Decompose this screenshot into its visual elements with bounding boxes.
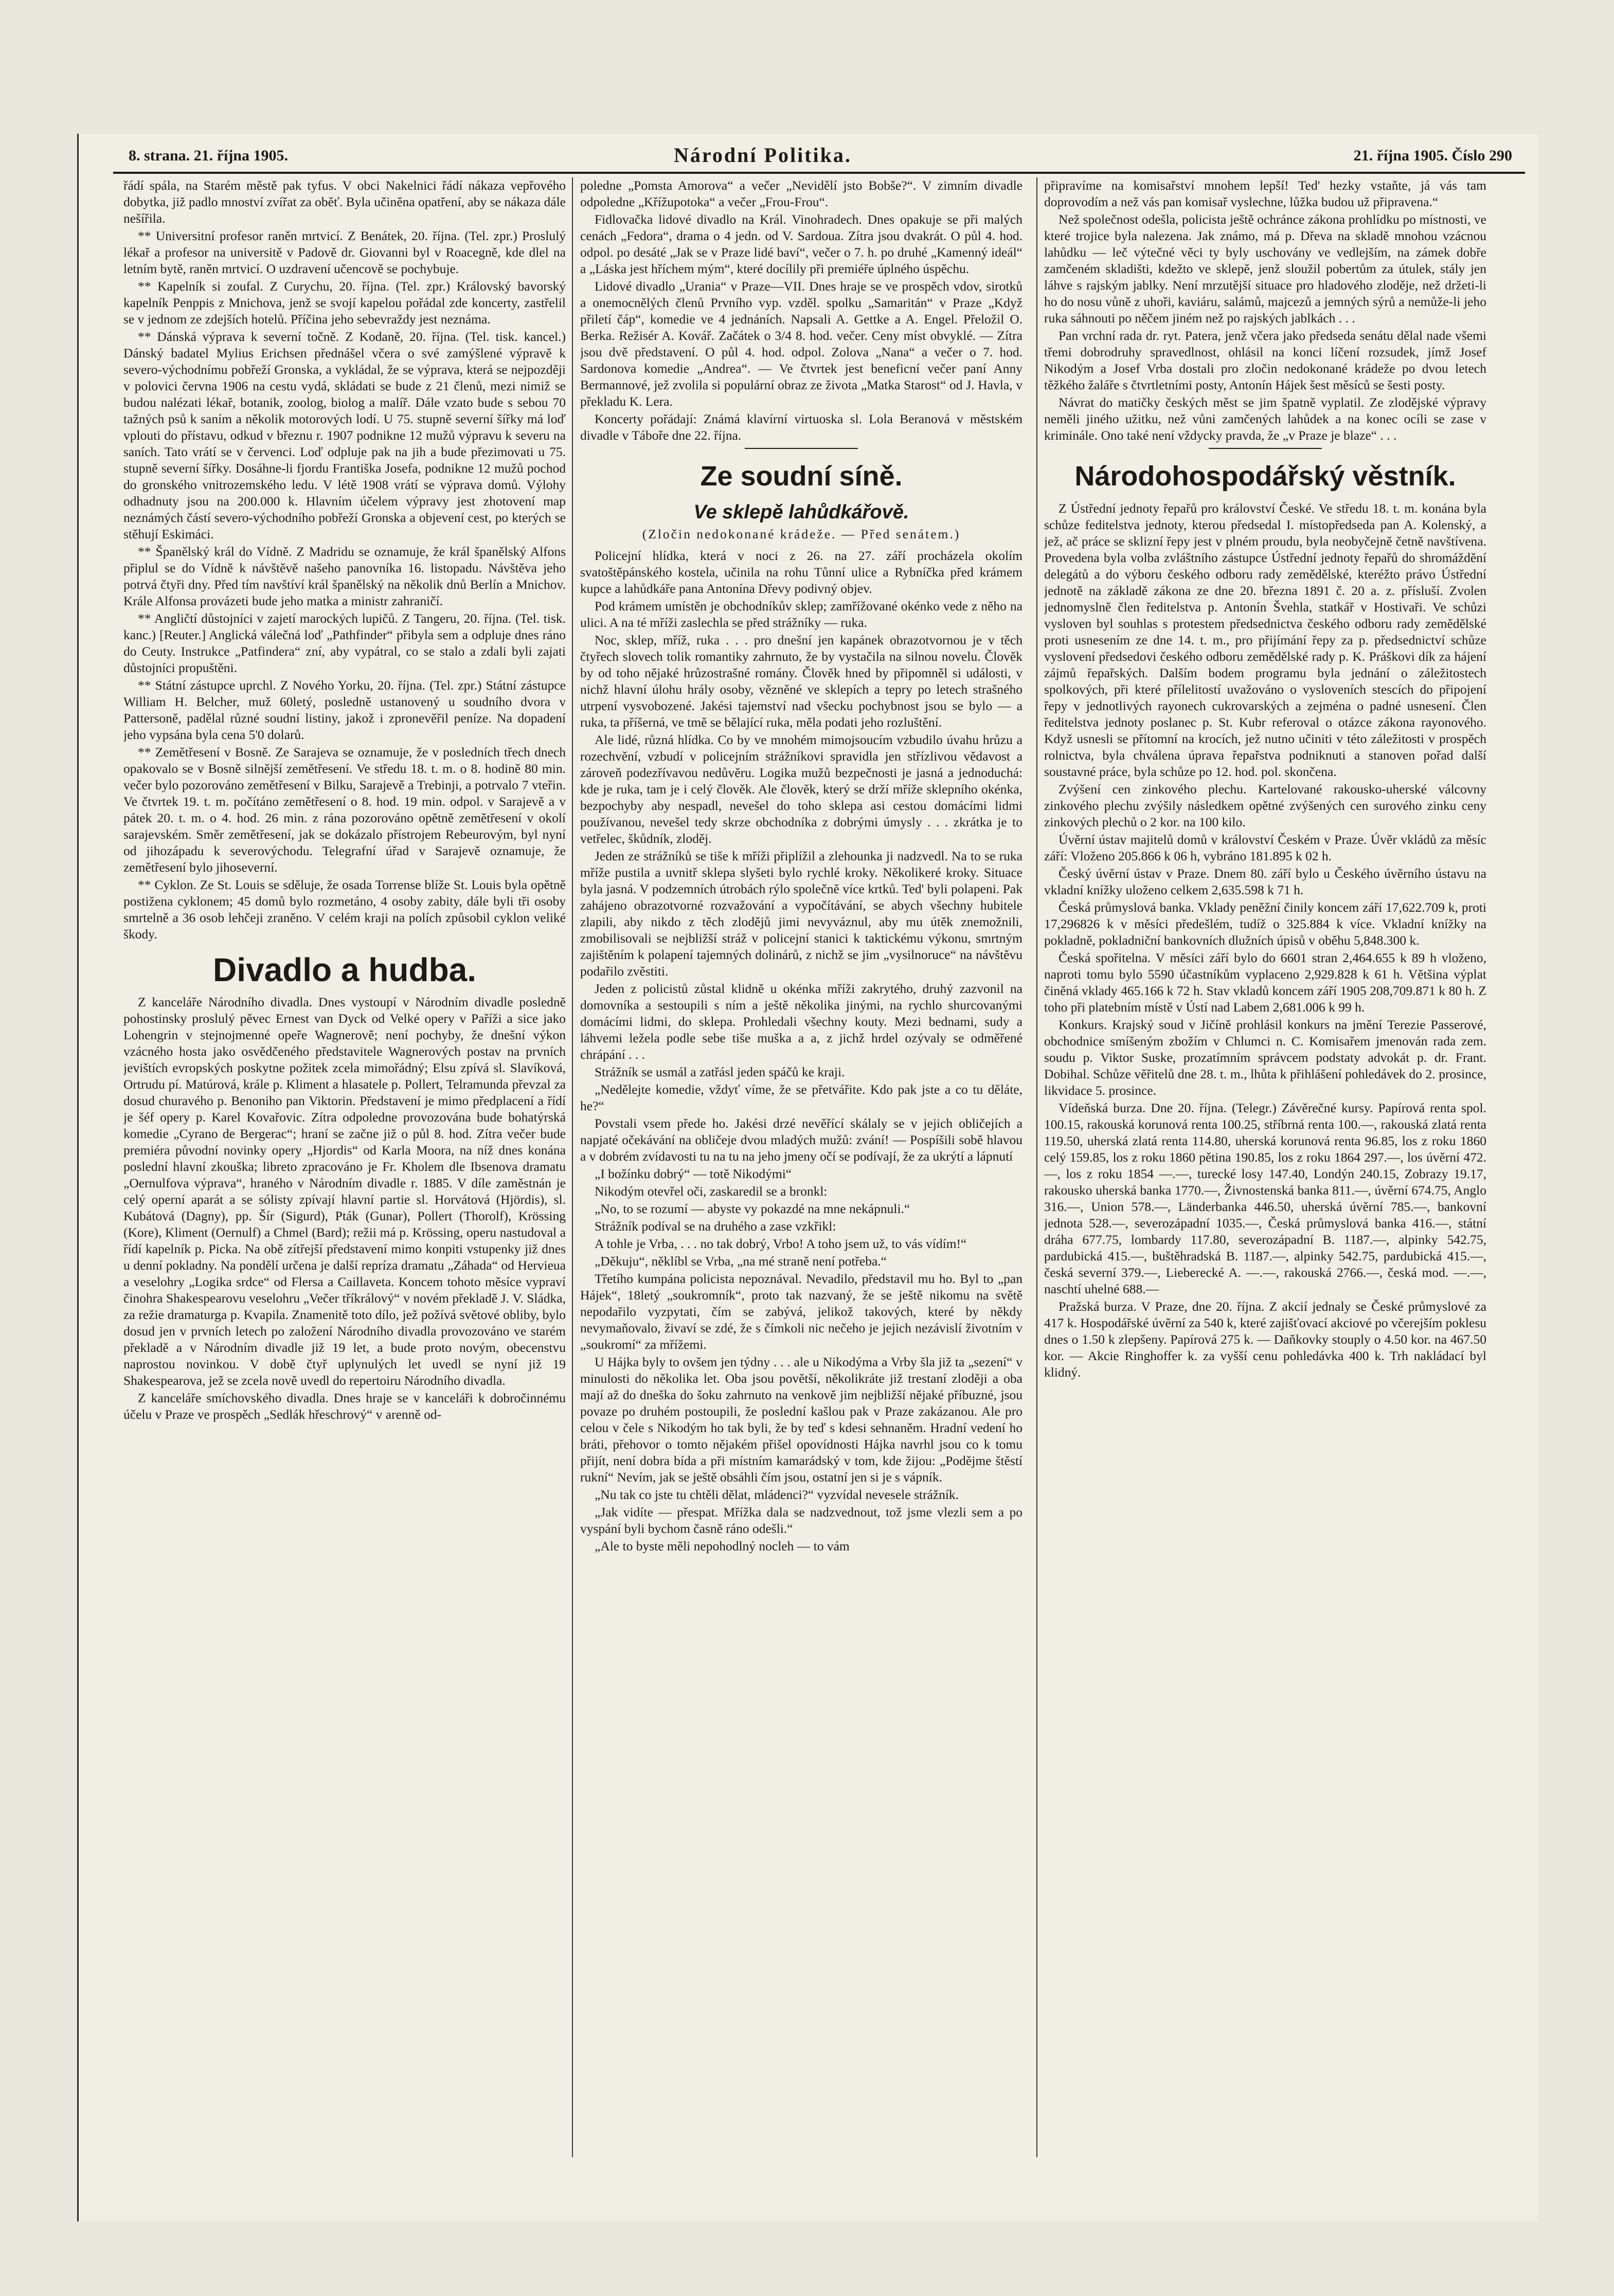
- article-paragraph: A tohle je Vrba, . . . no tak dobrý, Vrbo! A toho jsem už, to vás vídím!“: [595, 1236, 967, 1251]
- article-paragraph: Policejní hlídka, která v noci z 26. na 27. září procházela okolím svatoštěpánského kostela, učinila na rohu Tůnní ulice a Rybníčka před krámem kupce a lahůdkáře pana Antonína Dřevy podivný objev.: [580, 548, 1023, 596]
- column-divider: [1036, 177, 1037, 2157]
- article-paragraph: Strážník se usmál a zatřásl jeden spáčů ke kraji.: [595, 1064, 845, 1079]
- masthead-title: Národní Politika.: [674, 143, 852, 167]
- article-paragraph: Jeden ze strážníků se tiše k mříži připlížil a zlehounka ji nadzvedl. Na to se ruka mříže pustila a uvnitř sklepa slyšeti bylo rychlé kroky. Několikeré kroky. Situace byla jasná. V podzemních útrobách rýlo společně více krtků. Ted' byli polapeni. Pak zahájeno obrazotvorné rozvažování a vypočítávání, se abych všechny hubitele zlapili, aby nikdo z těch zlodějů jimi nevyváznul, aby mu útěk znemožnili, zmobilisovali se nejbližší stráž v policejní stanici k taktickému výkonu, smrtným zajištěním k polapení tajemných dolinárů, z nichž se jim „vysilnoruce“ na návštěvu podařilo zvěstiti.: [580, 848, 1023, 979]
- article-paragraph: „No, to se rozumí — abyste vy pokazdé na mne nekápnuli.“: [595, 1201, 910, 1216]
- article-paragraph: „Děkuju“, něklíbl se Vrba, „na mé straně není potřeba.“: [595, 1254, 887, 1269]
- news-item-professor: ** Universitní profesor raněn mrtvicí. Z Benátek, 20. října. (Tel. zpr.) Proslulý lékař a profesor na universitě v Padově dr. Giovanni byl v Roacegně, kde dlel na letním bytě, raněn mrtvicí. O uzdravení učencově se pochybuje.: [123, 228, 566, 276]
- header-rule: [113, 172, 1525, 174]
- article-paragraph: „Ale to byste měli nepohodlný nocleh — to vám: [595, 1539, 850, 1553]
- news-item-english-officers: ** Angličtí důstojníci v zajetí marockých lupičů. Z Tangeru, 20. října. (Tel. tisk. kanc.) [Reuter.] Anglická válečná loď „Pathfinder“ přibyla sem a odpluje dnes ráno do Ceuty. Instrukce „Patfindera“ zní, aby vypátral, co se stalo a zdali byli zajati důstojníci propuštěni.: [123, 611, 566, 675]
- article-paragraph: Než společnost odešla, policista ještě ochránce zákona prohlídku po místnosti, ve které trojice byla nalezena. Jak známo, má p. Dřeva na skladě mnohou vzácnou lahůdku — leč výtečné věci ty byly uschovány ve vedlejším, na zámek dobře zamčeném skladišti, kdežto ve sklepě, jenž sloužil pobertům za útulek, stály jen láhve s rajským jablky. Není mrzutější situace pro hladového zloděje, než držeti-li ho do nosu vůně z uhoři, kaviáru, salámů, majcezů a jemných sýrů a nemůže-li jeho ruka sáhnouti po něčem jiném než po rajských jablkách . . .: [1044, 212, 1486, 326]
- column-1: [123, 177, 566, 2157]
- section-heading-court: Ze soudní síně.: [700, 461, 903, 492]
- economy-item-industrial-bank: Česká průmyslová banka. Vklady peněžní činily koncem září 17,622.709 k, proti 17,296826 k v měsíci předešlém, tudíž o 325.884 k více. Vkladní knížky na pokladně, pokladniční bankovních dlužních úpisů v oběhu 5,848.300 k.: [1044, 900, 1486, 948]
- header-issue-number: 21. října 1905. Číslo 290: [1353, 147, 1512, 164]
- theatre-notice-smichov: Z kanceláře smíchovského divadla. Dnes hraje se v kanceláři k dobročinnému účelu v Praze ve prospěch „Sedlák hřeschrový“ v arenně od-: [123, 1390, 566, 1422]
- article-paragraph: Jeden z policistů zůstal klidně u okénka mříži zakrytého, druhý zazvonil na domovníka a sestoupili s ním a ještě několika jinými, na rychlo shurcovanými domácími lidmi, do sklepa. Prohledali všechny kouty. Mezi bednami, sudy a láhvemi ležela podle sebe tiše muška a a, z jichž hrdel ozývaly se odměřené chrápání . . .: [580, 981, 1023, 1062]
- theatre-notice-fidlovacka: Fidlovačka lidové divadlo na Král. Vinohradech. Dnes opakuje se při malých cenách „Fedora“, drama o 4 jedn. od V. Sardoua. Zítra jsou dvakrát. O půl 4. hod. odpol. po desáté „Jak se v Praze lidé baví“, večer o 7. h. po druhé „Kamenný ideál“ a „Láska jest hříchem mým“, které docílily při premiéře úplného úspěchu.: [580, 212, 1023, 276]
- theatre-notice-urania: Lidové divadlo „Urania“ v Praze—VII. Dnes hraje se ve prospěch vdov, sirotků a onemocnělých členů Prvního vyp. vzděl. spolku „Samaritán“ v Praze „Když přiletí čáp“, komedie ve 4 jednáních. Napsali A. Gettke a A. Engel. Přeložil O. Berka. Režisér A. Kovář. Začátek o 3/4 8. hod. večer. Ceny míst obvyklé. — Zítra jsou dvě představení. O půl 4. hod. odpol. Zolova „Nana“ a večer o 7. hod. Sardonova komedie „Andrea“. — Ve čtvrtek jest beneficní večer paní Anny Bermannové, jež zvolila si populární obraz ze života „Matka Starost“ od J. Havla, v překladu K. Lera.: [580, 279, 1023, 409]
- economy-item-prague-exchange: Pražská burza. V Praze, dne 20. října. Z akcií jednaly se České průmyslové za 417 k. Hospodářské úvěrní za 540 k, které zajišťovací akciové po včerejším poklesu dnes o 1.50 k zlepšeny. Papírová 275 k. — Daňkovky stouply o 4.50 kor. na 467.50 kor. — Akcie Ringhoffer k. za vyšší cenu pohledávka 400 k. Trh nakládací byl klidný.: [1044, 1299, 1486, 1380]
- article-paragraph: „Jak vidíte — přespat. Mřížka dala se nadzvednout, tož jsme vlezli sem a po vyspání byli bychom časně ráno odešli.“: [580, 1505, 1023, 1536]
- news-item-earthquake: ** Zemětřesení v Bosně. Ze Sarajeva se oznamuje, že v posledních třech dnech opakovalo se v Bosně silnější zemětřesení. Ve středu 18. t. m. o 8. hodině 80 min. večer bylo pozorováno zemětřesení v Bilku, Sarajevě a Trebinji, a potrvalo 7 vteřin. Ve čtvrtek 19. t. m. počítáno zemětřesení o 8. hod. 19 min. odpol. v Sarajevě a v pátek 20. t. m. o 4. hod. 26 min. z rána pozorováno opětně zemětřesení v okolí sarajevském. Směr zemětřesení, jak se dokázalo přístrojem Rebeurovým, byl nyní od jihozápadu k severovýchodu. Telegrafní úřad v Sarajevě oznamuje, že zemětřesení bylo jihoseverní.: [123, 745, 566, 875]
- article-paragraph: „I božínku dobrý“ — totě Nikodými“: [595, 1166, 792, 1181]
- article-paragraph: Nikodým otevřel oči, zaskaredil se a bronkl:: [595, 1184, 828, 1199]
- article-paragraph: U Hájka byly to ovšem jen týdny . . . ale u Nikodýma a Vrby šla již ta „sezení“ v minulosti do několika let. Oba jsou povětší, několikráte již trestaní zloději a oba mají až do dneška do šoku zahrnuto na venkově jim nejbližší nějaké příbuzné, jsou povaze po druhém postoupili, že poslední kašlou pak v Praze zakázanou. Ale pro celou v čele s Nikodým ho tak byli, že by teď s kdesi sehnaněm. Hradní vedení ho bráti, přehovor o tomto nějakém přišel opovídnosti Hájka navrhl jsou co k tomu přijít, není dobra bída a při místním kamarádský v tom, kde žijou: „Podějme štěstí rukní“ Nevím, jak se ještě obsáhli čím jsou, ostatní jen si je s vápník.: [580, 1354, 1023, 1485]
- article-paragraph: poledne „Pomsta Amorova“ a večer „Nevidělí jsto Bobše?“. V zimním divadle odpoledne „Křížupotoka“ a večer „Frou-Frou“.: [580, 178, 1023, 209]
- section-rule: [1209, 448, 1322, 449]
- running-header: [129, 143, 1512, 170]
- news-item-danish-expedition: ** Dánská výprava k severní točně. Z Kodaně, 20. října. (Tel. tisk. kancel.) Dánský badatel Mylius Erichsen přednášel včera o své zamýšlené výpravě k severo-východnímu pobřeží Gronska, a vykládal, že se výprava, která se nejpozději v polovici června 1906 na cestu vydá, skládati se bude z 21 členů, mezi nimiž se budou nalézati lékař, botanik, zoolog, biolog a malíř. Dále vzato bude s sebou 70 tažných psů k saním a několik motorových lodí. U 75. stupně severní šířky má loď vplouti do přístavu, odkud v březnu r. 1907 podnikne 12 mužů výpravu k severu na saních. Tato vrátí se v červenci. Loď odpluje pak na jih a bude přezimovati u 75. stupně severní šířky. Dosáhne-li fjordu Františka Josefa, podnikne 12 mužů pochod do gronského vnitrozemského ledu. V létě 1908 vrátí se výprava domů. Výlohy odhadnuty jsou na 200.000 k. Hlavním účelem výpravy jest zhotovení map neznámých částí severo-východního pobřeží Gronska a objevení cest, po kterých se stěhují Eskimáci.: [123, 329, 566, 541]
- article-paragraph: „Nedělejte komedie, vždyť víme, že se přetvářite. Kdo pak jste a co tu děláte, he?“: [580, 1082, 1023, 1113]
- section-rule: [745, 448, 858, 449]
- article-paragraph: připravíme na komisařství mnohem lepší! Ted' hezky vstaňte, já vás tam doprovodím a než vás pan komisař vyslechne, lůžka budou už připravena.“: [1044, 178, 1486, 209]
- article-paragraph: „Nu tak co jste tu chtěli dělat, mládenci?“ vyzvídal nevesele strážník.: [595, 1487, 959, 1502]
- section-heading-theatre: Divadlo a hudba.: [212, 951, 477, 988]
- article-title: Ve sklepě lahůdkářově.: [693, 501, 909, 523]
- article-paragraph: Strážník podíval se na druhého a zase vzkřikl:: [595, 1219, 836, 1234]
- news-item-cyclone: ** Cyklon. Ze St. Louis se sděluje, že osada Torrense blíže St. Louis byla opětně postižena cyklonem; 45 domů bylo rozmetáno, 4 osoby zabity, dále byli tři osoby smrtelně a 36 osob lehčeji zraněno. V celém kraji na polích způsobil cyklon veliké škody.: [123, 877, 566, 942]
- economy-item-credit-institute: Úvěrní ústav majitelů domů v království Českém v Praze. Úvěr vkládů za měsíc září: Vloženo 205.866 k 06 h, vybráno 181.895 k 02 h.: [1044, 832, 1486, 863]
- economy-item-beet-growers: Z Ústřední jednoty řepařů pro království České. Ve středu 18. t. m. konána byla schůze feditelstva jednoty, kterou předsedal I. místopředseda pan A. Kolenský, a jež, ač práce se sklizní řepy jest v plném proudu, byla neobyčejně četně navštívena. Provedena byla volba zvláštního zástupce Ústřední jednoty řepařů do shromáždění delegátů a do výboru českého odboru rady zemědělské, kteréžto právo Ústřední jednotě na základě zákona ze dne 20. března 1891 č. 20 a. z. přísluší. Zvolen jednomyslně člen ředitelstva p. Antonín Švehla, statkář v Hostivaři. Ve schůzi vysloven byl souhlas s protestem předsednictva českého odboru rady zemědělské proti usnesením ze dne 14. t. m., pro přijímání řepy za p. předsednictví schůze vyslovení předsedovi českého odboru zemědělské rady p. K. Práškovi dík za hájení zájmů řepařských. Dalším bodem programu byla jednání o záležitostech spolkových, při které přílelitostí uvažováno o vysloveních stescích do připojení řepy v jednotlivých rayonech cukrovarských a zejména o padné usnesení. Člen ředitelstva jednoty poslanec p. St. Kubr referoval o otázce zákona rayonového. Když usnesli se přítomní na krocích, jež nutno učiniti v této záležitosti v prospěch rolnictva, byla chválena úprava řepařstva podniknuti a stanoven pořad další soustavné práce, byla schůze po 12. hod. pol. skončena.: [1044, 501, 1486, 779]
- article-paragraph: Pan vrchní rada dr. ryt. Patera, jenž včera jako předseda senátu dělal nade všemi třemi dobrodruhy spravedlnost, ohlásil na konci líčení rozsudek, jímž Josef Nikodým a Josef Vrba dostali pro zločin nedokonané krádeže po dvou letech těžkého žaláře s čtvrtletními posty, Antonín Hájek šest měsíců se šesti posty.: [1044, 328, 1486, 392]
- article-paragraph: Návrat do matičky českých měst se jim špatně vyplatil. Ze zlodějské výpravy neměli jiného užitku, než vůni zamčených lahůdek a na konec ocíli se zase v kriminále. Ono také není vždycky pravda, že „v Praze je blaze“ . . .: [1044, 395, 1486, 443]
- article-subtitle: (Zločin nedokonané krádeže. — Před senátem.): [642, 527, 961, 541]
- article-paragraph: Třetího kumpána policista nepoznával. Nevadilo, představil mu ho. Byl to „pan Hájek“, 18letý „soukromník“, proto tak nazvaný, že se ještě nikomu na světě nepodařilo vyzpytati, čím se zabývá, jelikož takových, které by někdy nevymaňovalo, živaví se zdé, že s čímkoli nic nečeho je jejich nezávislí životním v „soukromí“ za mřížemi.: [580, 1271, 1023, 1352]
- header-page-date: 8. strana. 21. října 1905.: [129, 147, 288, 164]
- article-paragraph: Povstali vsem přede ho. Jakési drzé nevěřící skálaly se v jejich obličejích a napjaté očekávání na obličeje dvou mladých mužů: zvání! — Pospíšili sobě hlavou a v dobrém zvídavosti tu na tu na jeho jmeny očí se podívají, že za ukrýtí a lápnutí: [580, 1116, 1023, 1164]
- column-2: [580, 177, 1023, 2157]
- news-item-bandmaster: ** Kapelník si zoufal. Z Curychu, 20. října. (Tel. zpr.) Královský bavorský kapelník Penppis z Mnichova, jenž se svojí kapelou pořádal zde koncerty, zastřelil se v jednom ze zdejších hotelů. Příčina jeho sebevraždy jest neznáma.: [123, 279, 566, 327]
- article-paragraph: Pod krámem umístěn je obchodníkův sklep; zamřížované okénko vede z něho na ulici. A na té mříži zaslechla se před strážníky — ruka.: [580, 599, 1023, 630]
- column-divider: [572, 177, 573, 2157]
- economy-item-zinc: Zvýšení cen zinkového plechu. Kartelované rakousko-uherské válcovny zinkového plechu zvýšily následkem opětné zvýšených cen surového zinku ceny zinkových plechů o 2 kor. na 100 kilo.: [1044, 782, 1486, 829]
- economy-item-bankruptcy: Konkurs. Krajský soud v Jičíně prohlásil konkurs na jmění Terezie Passerové, obchodnice smíšeným zbožím v Chlumci n. C. Komisařem jmenován rada zem. soudu p. Viktor Suske, prozatímním správcem podstaty advokát p. dr. Frant. Dobihal. Schůze věřitelů dne 28. t. m., lhůta k přihlášení pohledávek do 2. prosince, likvidace 5. prosince.: [1044, 1017, 1486, 1098]
- theatre-notice-national: Z kanceláře Národního divadla. Dnes vystoupí v Národním divadle posledně pohostinsky proslulý pěvec Ernest van Dyck od Velké opery v Paříži a sice jako Lohengrin v stejnojmenné opeře Wagnerově; není pochyby, že dnešní výkon vzácného hosta jako osvědčeného představitele Wagnerových postav na prvních jevištích evropských poskytne požitek zcela mimořádný; Elsu zpívá sl. Slavíková, Ortrudu pí. Matúrová, krále p. Kliment a hlasatele p. Pollert, Telramunda převzal za dosud churavého p. Benoniho pan Viktorin. Představení je mimo předplacení a řídí je šéf opery p. Karel Kovařovic. Zítra odpoledne provozována bude bohatýrská komedie „Cyrano de Bergerac“; hraní se začne již o půl 8. hod. Zítra večer bude premiéra původní novinky opery „Hjordis“ od Karla Moora, na níž dnes konána poslední hlavní zkouška; libreto zpracováno je Fr. Kholem dle Ibsenova dramatu „Oernulfova výprava“, hraného v Národním divadle r. 1885. V díle zaměstnán je celý operní aparát a se sólisty zpívají hlavní partie sl. Horvátová (Hjördis), sl. Kubátová (Dagny), pp. Šír (Sigurd), Pták (Gunar), Pollert (Thorolf), Krössing (Kore), Kliment (Oernulf) a Chmel (Bard); režii má p. Krössing, operu nastudoval a řídí kapelník p. Picka. Na obě zítřejší představení mimo konpiti vstupenky již dnes u denní pokladny. Na pondělí určena je další repríza dramatu „Záhada“ od Hervieua a veselohry „Logika srdce“ od Flersa a Caillaveta. Koncem tohoto měsíce vypraví činohra Shakespearovu veselohru „Večer tříkrálový“ v novém překladě J. V. Sládka, za režie dramaturga p. Kvapila. Znamenitě toto dílo, jež požívá světové obliby, bylo dosud jen v prvních letech po založení Národního divadla provozováno ve starém překladě a v Národním divadle již 19 let, a bude proto novým, obecenstvu naprostou novinkou. V době čtyř uplynulých let uvedl se nyní již 19 Shakespearova, jež se zcela nově uvedl do repertoiru Národního divadla.: [123, 995, 566, 1388]
- column-3: [1044, 177, 1486, 2157]
- news-item-state-attorney: ** Státní zástupce uprchl. Z Nového Yorku, 20. října. (Tel. zpr.) Státní zástupce William H. Belcher, muž 60letý, posledně ustanovený u soudního dvora v Pattersoně, padělal různé soudní listiny, jakož i zpronevěřil peníze. Na dopadení jeho vypsána byla cena 5'0 dolarů.: [123, 678, 566, 742]
- economy-item-vienna-exchange: Vídeňská burza. Dne 20. října. (Telegr.) Závěrečné kursy. Papírová renta spol. 100.15, rakouská korunová renta 100.25, stříbrná renta 100.—, rakouská zlatá renta 119.50, uherská zlatá renta 114.80, uherská korunová renta 96.85, los z roku 1860 celý 159.85, los z roku 1860 pětina 190.85, los z roku 1864 297.—, los úvěrní 472.—, los z roku 1854 —.—, turecké losy 147.40, Londýn 240.15, Zobrazy 19.17, rakousko uherská banka 1770.—, Živnostenská banka 811.—, úvěrní 674.75, Anglo 316.—, Union 578.—, Länderbanka 446.50, uherská úvěrní 785.—, bankovní jednota 528.—, severozápadní 1035.—, Česká průmyslová banka 416.—, státní dráha 677.75, lombardy 117.80, severozápadní B. 1187.—, alpinky 542.75, pardubická 415.—, buštěhradská B. 1187.—, alpinky 542.75, pardubická 415.—, česká severní 379.—, Lieberecké A. —.—, rakouská 2766.—, česká mod. —.—, naschtí uhelné 688.—: [1044, 1100, 1486, 1296]
- article-paragraph: řádí spála, na Starém městě pak tyfus. V obci Nakelnici řádí nákaza vepřového dobytka, již padlo mnoství zvířat za oběť. Byla učiněna opatření, aby se nákaza dále nešířila.: [123, 178, 566, 226]
- concert-notice: Koncerty pořádají: Známá klavírní virtuoska sl. Lola Beranová v městském divadle v Táboře dne 22. října.: [580, 411, 1023, 443]
- economy-item-czech-credit: Český úvěrní ústav v Praze. Dnem 80. září bylo u Českého úvěrního ústavu na vkladní knížky uloženo celkem 2,635.598 k 71 h.: [1044, 866, 1486, 897]
- section-heading-economy: Národohospodářský věstník.: [1074, 461, 1456, 492]
- article-paragraph: Noc, sklep, mříž, ruka . . . pro dnešní jen kapánek obrazotvornou je v těch čtyřech slovech tolik romantiky zahrnuto, že by vystačila na silnou novelu. Člověk by od toho nějaké hrůzostrašné romány. Člověk hned by připomněl si události, v nichž hlavní úlohu hrály osoby, vězněné ve sklepích a tepry po letech strašného utrpení vysvobozené. Jakési tajemství nad všecku pochybnost jsou se bylo — a ruka, ta příšerná, ve tmě se bělající ruka, měla podati jeho rozluštění.: [580, 632, 1023, 730]
- economy-item-savings-bank: Česká spořitelna. V měsíci září bylo do 6601 stran 2,464.655 k 89 h vloženo, naproti tomu bylo 5590 účastníkům vyplaceno 2,929.828 k 61 h. Většina výplat činěná vklady 465.166 k 72 h. Stav vkladů koncem září 1905 208,709.871 k 80 h. Z toho při platebním místě v Ústí nad Labem 2,681.006 k 99 h.: [1044, 950, 1486, 1015]
- news-item-spanish-king: ** Španělský král do Vídně. Z Madridu se oznamuje, že král španělský Alfons připlul se do Vídně k návštěvě našeho panovníka 16. listopadu. Návštěva jeho potrvá čtyři dny. Před tím navštíví král španělský na několik dnů Berlín a Mnichov. Krále Alfonsa provázeti bude jeho matka a ministr zahraničí.: [123, 544, 566, 608]
- article-paragraph: Ale lidé, různá hlídka. Co by ve mnohém mimojsoucím vzbudilo úvahu hrůzu a rozechvění, vzbudí v policejním strážníkovi spravidla jen střízlivou vědavost a zároveň podezřívavou nedůvěru. Logika mužů bezpečnosti je jasná a jednoduchá: kde je ruka, tam je i celý člověk. Ale člověk, který se drží mříže sklepního okénka, bezpochyby aby nespadl, nevešel do toho sklepa asi cestou domácími lidmi používanou, nevešel tedy skrze obchodníka z dobrými úmysly . . . zkrátka je to vetřelec, škůdník, zloděj.: [580, 732, 1023, 846]
